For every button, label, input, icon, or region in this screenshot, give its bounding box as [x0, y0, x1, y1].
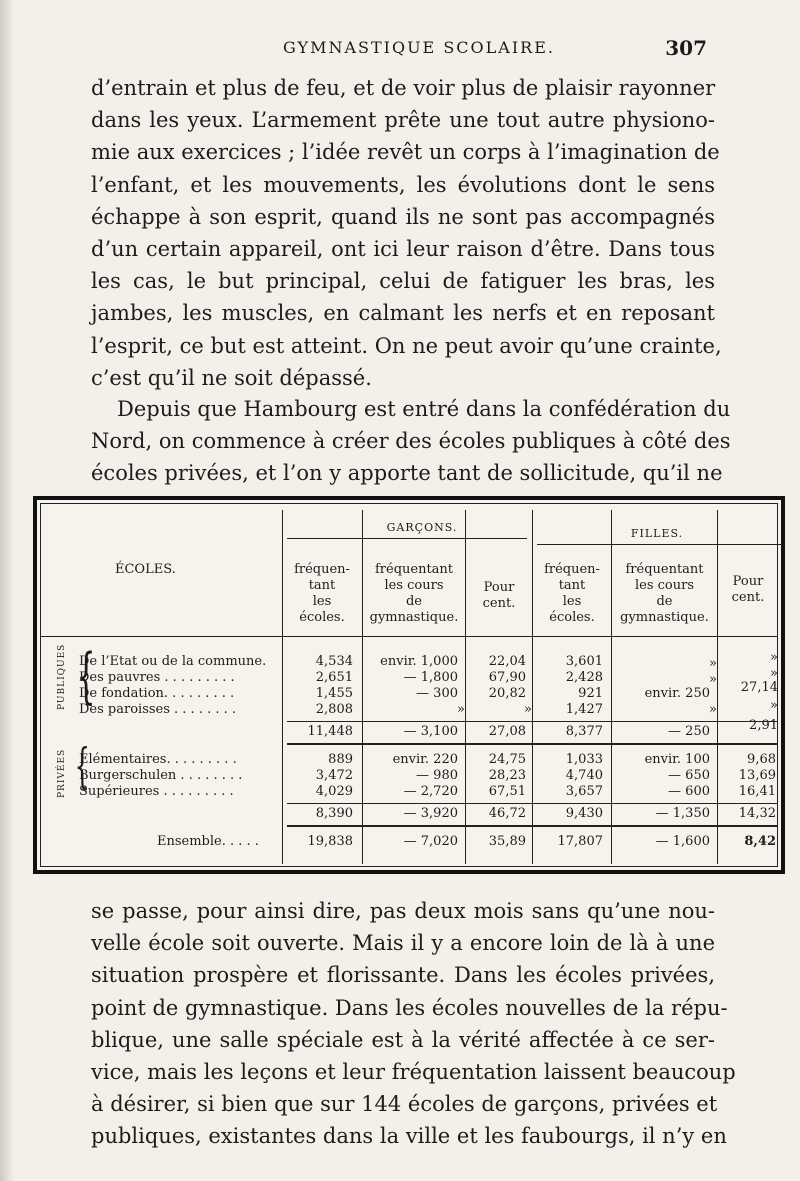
paragraph-1: [91, 72, 722, 394]
filles-brace-line: [537, 544, 782, 545]
text-line: les cas, le but principal, celui de fatiguer les bras, les: [91, 269, 715, 294]
cell: 14,32: [738, 806, 776, 821]
text-line: jambes, les muscles, en calmant les nerfs et en reposant: [91, 301, 715, 326]
row-name: Burgerschulen . . . . . . . .: [79, 768, 243, 783]
cell: 19,838: [307, 834, 353, 849]
header-filles: FILLES.: [630, 527, 684, 540]
cell: 20,82: [488, 686, 526, 701]
header-separator: [41, 636, 777, 637]
cell: »: [770, 666, 778, 681]
cell: 8,377: [565, 724, 603, 739]
running-title: GYMNASTIQUE SCOLAIRE.: [283, 38, 555, 57]
paragraph-2: [91, 393, 731, 490]
privees-label: PRIVÉES: [57, 748, 67, 798]
cell: — 980: [416, 768, 458, 783]
cell: envir. 220: [392, 752, 458, 767]
cell: 2,651: [315, 670, 353, 685]
cell: — 600: [668, 784, 710, 799]
publiques-brace: {: [76, 641, 96, 711]
text-line: situation prospère et florissante. Dans les écoles privées,: [91, 963, 715, 988]
header-f-pour-cent: Pour cent.: [731, 574, 765, 605]
page-number: 307: [665, 36, 707, 60]
cell: 35,89: [488, 834, 526, 849]
ensemble-label: Ensemble. . . . .: [157, 834, 259, 849]
text-line: l’enfant, et les mouvements, les évolutions dont le sens: [91, 172, 715, 197]
cell: 67,51: [488, 784, 526, 799]
cell: — 1,600: [655, 834, 710, 849]
cell: 3,657: [565, 784, 603, 799]
text-line: se passe, pour ainsi dire, pas deux mois sans qu’une nou-: [91, 899, 715, 923]
text-line: c’est qu’il ne soit dépassé.: [91, 365, 372, 390]
text-line: publiques, existantes dans la ville et les faubourgs, il n’y en: [91, 1124, 727, 1149]
header-ecoles: ÉCOLES.: [115, 562, 176, 577]
subtotal-rule: [287, 743, 777, 745]
cell: 27,08: [488, 724, 526, 739]
cell: envir. 250: [644, 686, 710, 701]
cell: 889: [328, 752, 353, 767]
cell: 3,601: [565, 654, 603, 669]
subtotal-rule: [287, 825, 777, 827]
cell: 9,68: [747, 752, 776, 767]
text-line: dans les yeux. L’armement prête une tout autre physiono-: [91, 108, 715, 133]
row-name: Supérieures . . . . . . . . .: [79, 784, 234, 799]
cell: 46,72: [488, 806, 526, 821]
paragraph-3: [91, 895, 736, 1153]
cell: 4,029: [315, 784, 353, 799]
cell: 8,390: [315, 806, 353, 821]
text-line: d’entrain et plus de feu, et de voir plus de plaisir rayonner: [91, 76, 716, 100]
cell: 17,807: [557, 834, 603, 849]
text-line: mie aux exercices ; l’idée revêt un corps à l’imagination de: [91, 140, 720, 165]
cell: »: [709, 702, 717, 717]
cell: 28,23: [488, 768, 526, 783]
subtotal-rule: [287, 721, 777, 722]
page-edge: [0, 0, 14, 1181]
cell: 4,740: [565, 768, 603, 783]
cell: 2,91: [749, 718, 778, 733]
text-line: velle école soit ouverte. Mais il y a encore loin de là à une: [91, 931, 715, 956]
header-g-pour-cent: Pour cent.: [482, 580, 516, 611]
row-name: Elémentaires. . . . . . . . .: [79, 752, 237, 767]
text-line: blique, une salle spéciale est à la vérité affectée à ce ser-: [91, 1027, 715, 1052]
cell: »: [709, 672, 717, 687]
cell: 1,455: [315, 686, 353, 701]
cell: »: [709, 656, 717, 671]
cell: — 2,720: [403, 784, 458, 799]
cell: — 3,920: [403, 806, 458, 821]
cell: — 3,100: [403, 724, 458, 739]
cell: 13,69: [738, 768, 776, 783]
garcons-brace-line: [287, 538, 527, 539]
cell: — 7,020: [403, 834, 458, 849]
cell: 1,033: [565, 752, 603, 767]
text-line: Depuis que Hambourg est entré dans la confédération du: [117, 397, 731, 421]
statistics-table: [33, 496, 785, 874]
cell: — 300: [416, 686, 458, 701]
cell: 67,90: [488, 670, 526, 685]
cell: envir. 1,000: [380, 654, 458, 669]
text-line: vice, mais les leçons et leur fréquentation laissent beaucoup: [91, 1060, 736, 1085]
cell: — 1,800: [403, 670, 458, 685]
cell: 1,427: [565, 702, 603, 717]
cell: — 650: [668, 768, 710, 783]
row-name: Des paroisses . . . . . . . .: [79, 702, 237, 717]
text-line: Nord, on commence à créer des écoles publiques à côté des: [91, 429, 731, 454]
cell: 4,534: [315, 654, 353, 669]
text-line: point de gymnastique. Dans les écoles nouvelles de la répu-: [91, 995, 728, 1020]
cell: »: [524, 702, 532, 717]
header-f-frequentant-ecoles: fréquen- tant les écoles.: [544, 562, 600, 625]
cell: — 1,350: [655, 806, 710, 821]
cell: 2,808: [315, 702, 353, 717]
header-garcons: GARÇONS.: [386, 521, 458, 534]
cell: 2,428: [565, 670, 603, 685]
cell: 8,42: [744, 834, 776, 849]
text-line: d’un certain appareil, ont ici leur raison d’être. Dans tous: [91, 237, 715, 262]
cell: »: [457, 702, 465, 717]
cell: — 250: [668, 724, 710, 739]
text-line: échappe à son esprit, quand ils ne sont pas accompagnés: [91, 204, 715, 229]
cell: 11,448: [307, 724, 353, 739]
publiques-label: PUBLIQUES: [57, 643, 67, 710]
cell: 9,430: [565, 806, 603, 821]
subtotal-rule: [287, 803, 777, 804]
cell: 22,04: [488, 654, 526, 669]
cell: envir. 100: [644, 752, 710, 767]
privees-brace: {: [74, 738, 90, 794]
cell: 27,14: [740, 680, 778, 695]
header-f-frequentant-cours: fréquentant les cours de gymnastique.: [620, 562, 709, 625]
header-g-frequentant-ecoles: fréquen- tant les écoles.: [294, 562, 350, 625]
cell: »: [770, 650, 778, 665]
cell: 24,75: [488, 752, 526, 767]
cell: 16,41: [738, 784, 776, 799]
row-name: De fondation. . . . . . . . .: [79, 686, 235, 701]
text-line: écoles privées, et l’on y apporte tant de sollicitude, qu’il ne: [91, 461, 723, 486]
cell: 3,472: [315, 768, 353, 783]
header-g-frequentant-cours: fréquentant les cours de gymnastique.: [369, 562, 459, 625]
cell: »: [770, 698, 778, 713]
row-name: Des pauvres . . . . . . . . .: [79, 670, 235, 685]
text-line: à désirer, si bien que sur 144 écoles de garçons, privées et: [91, 1092, 718, 1117]
text-line: l’esprit, ce but est atteint. On ne peut avoir qu’une crainte,: [91, 333, 722, 358]
row-name: De l’Etat ou de la commune.: [79, 654, 267, 669]
cell: 921: [578, 686, 603, 701]
running-header: [95, 36, 715, 60]
